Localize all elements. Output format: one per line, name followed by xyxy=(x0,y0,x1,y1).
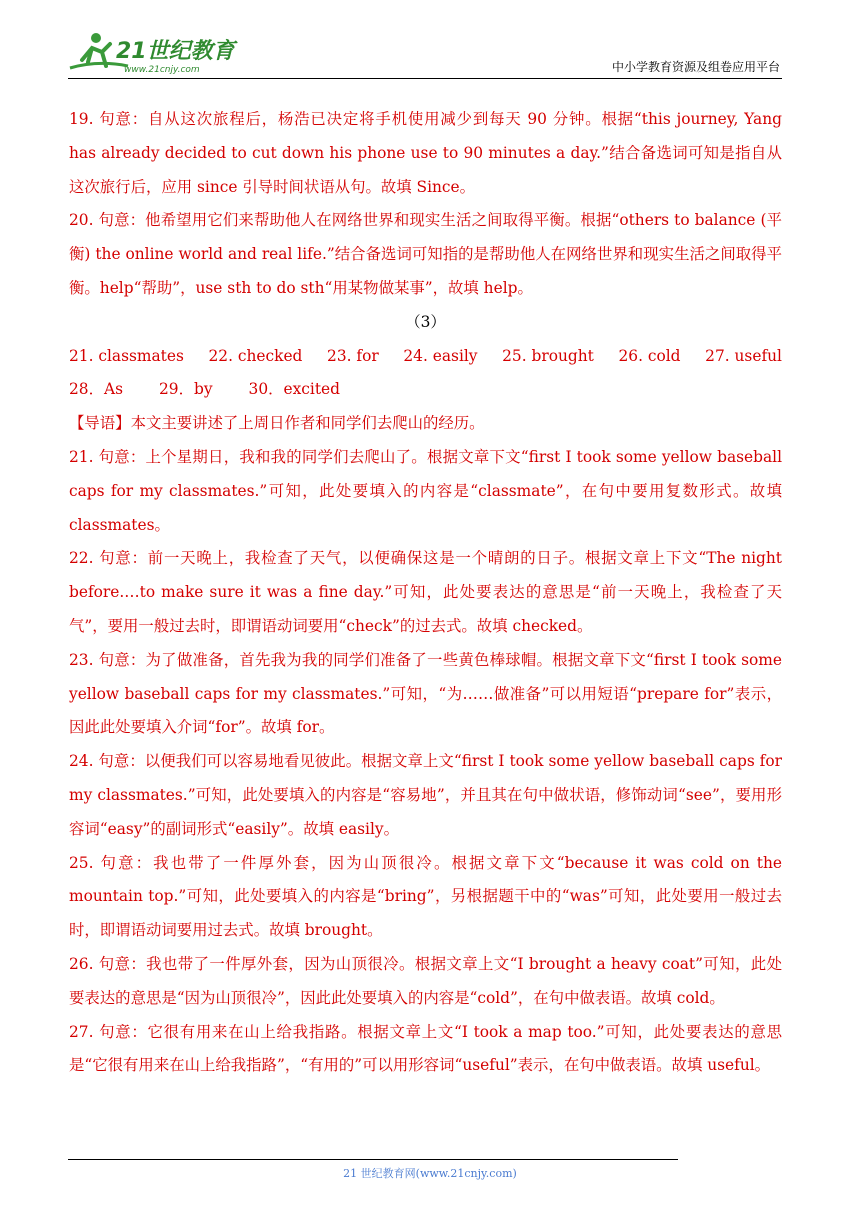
answer-21: 21. classmates xyxy=(69,346,184,365)
explanation-26: 26. 句意：我也带了一件厚外套，因为山顶很冷。根据文章上文“I brought a heavy coat”可知，此处要表达的意思是“因为山顶很冷”，因此此处要填入的内容是“cold”，在句中做表语。故填 cold。 xyxy=(69,954,782,1007)
21cnjy-logo xyxy=(68,30,238,76)
answer-24: 24. easily xyxy=(403,346,478,365)
answer-23: 23. for xyxy=(327,346,379,365)
answer-27: 27. useful xyxy=(705,346,782,365)
logo-url-text: www.21cnjy.com xyxy=(124,65,200,75)
logo-main-text: 21世纪教育 xyxy=(116,39,235,64)
footer-divider xyxy=(68,1159,678,1160)
answer-28: 28．As xyxy=(69,380,123,399)
answer-25: 25. brought xyxy=(502,346,594,365)
explanation-19: 19. 句意：自从这次旅程后，杨浩已决定将手机使用减少到每天 90 分钟。根据“this journey, Yang has already decided to cut down his phone use to 90 minutes a day.”结合备选词可知是指自从这次旅行后，应用 since 引导时间状语从句。故填 Since。 xyxy=(69,110,782,196)
platform-title: 中小学教育资源及组卷应用平台 xyxy=(611,60,780,74)
explanation-23: 23. 句意：为了做准备，首先我为我的同学们准备了一些黄色棒球帽。根据文章下文“first I took some yellow baseball caps for my classmates.”可知，“为……做准备”可以用短语“prepare for”表示，因此此处要填入介词“for”。故填 for。 xyxy=(69,650,782,737)
answer-22: 22. checked xyxy=(208,346,303,365)
explanation-20: 20. 句意：他希望用它们来帮助他人在网络世界和现实生活之间取得平衡。根据“others to balance (平衡) the online world and real life.”结合备选词可知指的是帮助他人在网络世界和现实生活之间取得平衡。help“帮助”，use sth to do sth“用某物做某事”，故填 help。 xyxy=(69,211,782,297)
explanation-24: 24. 句意：以便我们可以容易地看见彼此。根据文章上文“first I took some yellow baseball caps for my classmates.”可知，此处要填入的内容是“容易地”，并且其在句中做状语，修饰动词“see”，要用形容词“easy”的副词形式“easily”。故填 easily。 xyxy=(69,752,782,838)
answer-30: 30．excited xyxy=(248,380,340,399)
answer-key-row-1 xyxy=(69,340,782,374)
answer-29: 29．by xyxy=(159,380,213,399)
guide-text: 【导语】本文主要讲述了上周日作者和同学们去爬山的经历。 xyxy=(69,414,485,433)
page-header xyxy=(68,30,782,79)
answer-key-row-2 xyxy=(69,373,782,407)
explanation-22: 22. 句意：前一天晚上，我检查了天气，以便确保这是一个晴朗的日子。根据文章上下文“The night before.…to make sure it was a fine day.”可知，此处要表达的意思是“前一天晚上，我检查了天气”，要用一般过去时，即谓语动词要用“check”的过去式。故填 checked。 xyxy=(69,549,782,635)
answer-26: 26. cold xyxy=(618,346,681,365)
section-label: （3） xyxy=(405,312,446,331)
answer-content xyxy=(69,103,782,1083)
explanation-25: 25. 句意：我也带了一件厚外套，因为山顶很冷。根据文章下文“because it was cold on the mountain top.”可知，此处要填入的内容是“bring”，另根据题干中的“was”可知，此处要用一般过去时，即谓语动词要用过去式。故填 brought。 xyxy=(69,853,782,940)
footer-link[interactable]: 21 世纪教育网(www.21cnjy.com) xyxy=(343,1167,517,1180)
explanation-21: 21. 句意：上个星期日，我和我的同学们去爬山了。根据文章下文“first I took some yellow baseball caps for my classmates.”可知，此处要填入的内容是“classmate”，在句中要用复数形式。故填 classmates。 xyxy=(69,447,782,534)
explanation-27: 27. 句意：它很有用来在山上给我指路。根据文章上文“I took a map too.”可知，此处要表达的意思是“它很有用来在山上给我指路”，“有用的”可以用形容词“useful”表示，在句中做表语。故填 useful。 xyxy=(69,1022,782,1075)
